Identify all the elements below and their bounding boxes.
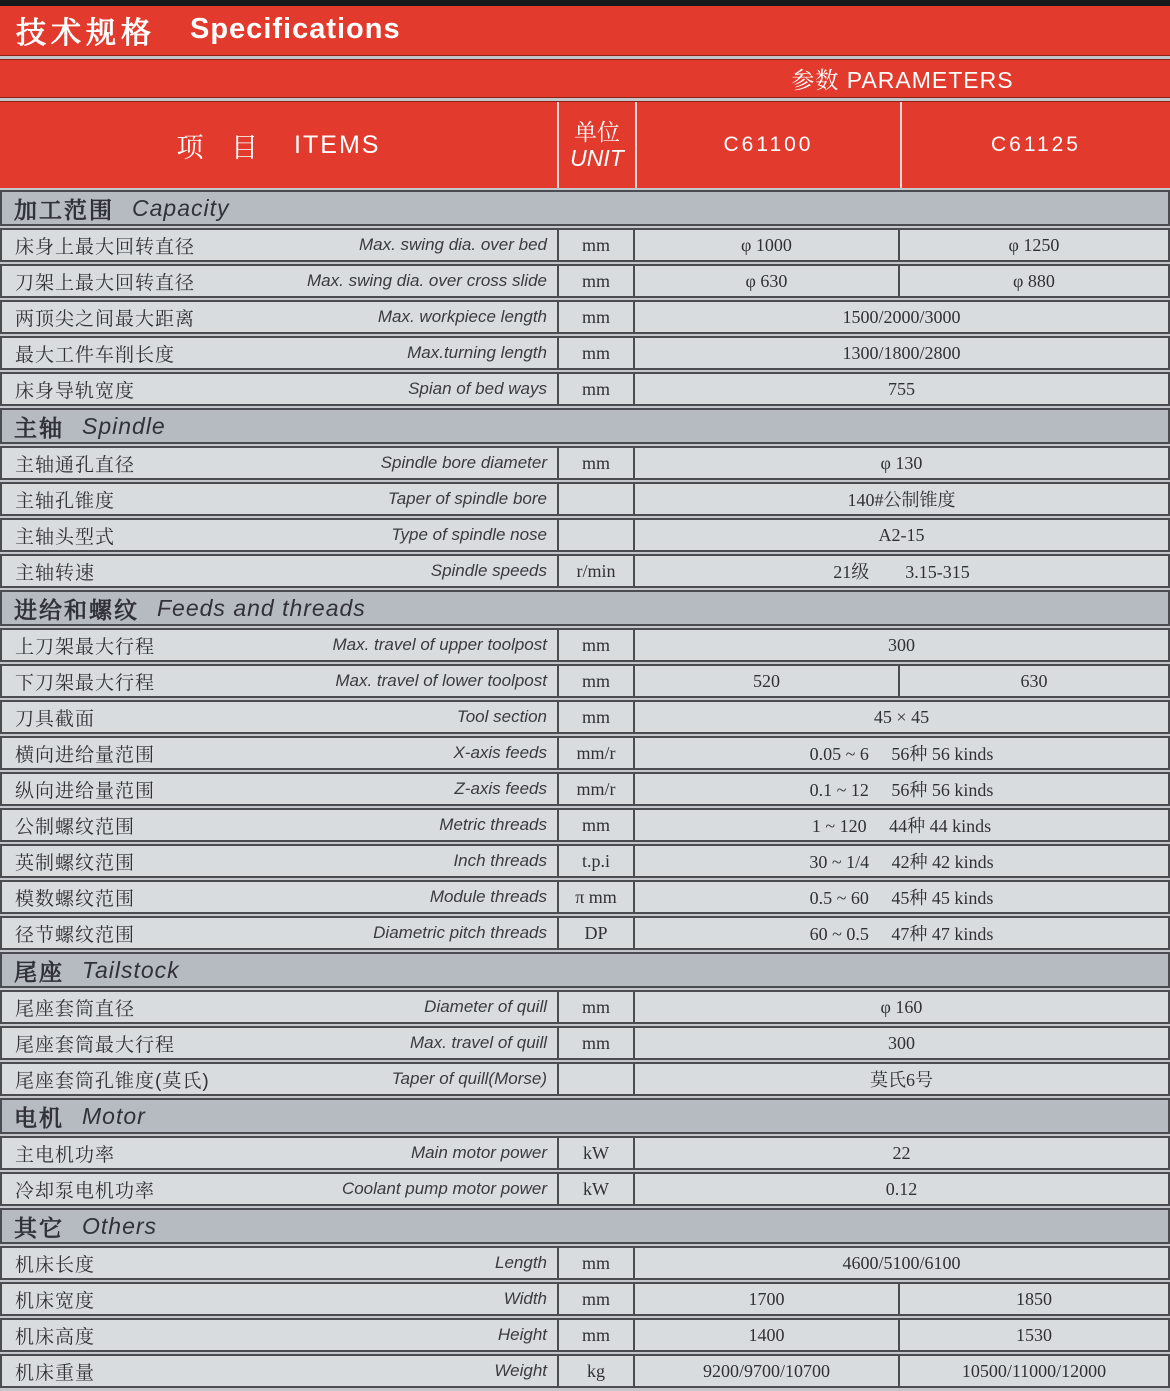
unit-cell: mm	[557, 1028, 635, 1058]
item-label-en: X-axis feeds	[453, 743, 547, 762]
column-header-unit-en: UNIT	[570, 145, 624, 171]
unit-cell: DP	[557, 918, 635, 948]
unit-cell: kg	[557, 1356, 635, 1386]
item-label-en: Coolant pump motor power	[341, 1179, 547, 1198]
item-cell	[2, 738, 557, 768]
item-label-zh: 床身上最大回转直径	[15, 236, 196, 258]
column-header-items	[0, 102, 557, 188]
item-label-zh: 机床宽度	[15, 1290, 96, 1312]
section-title-en: Tailstock	[82, 956, 180, 983]
page-title-en: Specifications	[190, 13, 401, 45]
value-cells	[635, 230, 1168, 260]
section-header	[0, 590, 1170, 626]
value-cells	[635, 338, 1168, 368]
column-header-items-zh: 项 目	[176, 132, 269, 163]
item-label-zh: 主轴孔锥度	[15, 490, 116, 512]
section-title-en: Others	[82, 1212, 158, 1239]
value-both-models: 4600/5100/6100	[842, 1252, 961, 1273]
item-cell	[2, 374, 557, 404]
value-cells	[635, 702, 1168, 732]
parameters-label: 参数 PARAMETERS	[791, 67, 1014, 93]
value-both-models: 140#公制锥度	[847, 490, 956, 510]
section-header	[0, 1208, 1170, 1244]
spec-row	[0, 518, 1170, 552]
value-c61125: φ 1250	[898, 230, 1168, 260]
spec-row	[0, 844, 1170, 878]
spec-row	[0, 372, 1170, 406]
spec-row	[0, 808, 1170, 842]
spec-row	[0, 916, 1170, 950]
section-title-en: Motor	[82, 1102, 146, 1129]
item-label-zh: 最大工件车削长度	[15, 344, 176, 366]
value-both-models: 30 ~ 1/4 42种 42 kinds	[809, 852, 994, 872]
unit-cell: mm/r	[557, 738, 635, 768]
item-label-zh: 刀架上最大回转直径	[15, 272, 196, 294]
value-cells	[635, 266, 1168, 296]
spec-row	[0, 664, 1170, 698]
section-title-zh: 加工范围	[14, 196, 114, 223]
section-title-zh: 电机	[14, 1104, 64, 1131]
value-cells	[635, 810, 1168, 840]
spec-table-body	[0, 190, 1170, 1388]
column-header-items-en: ITEMS	[294, 130, 381, 159]
item-label-zh: 尾座套筒直径	[15, 998, 136, 1020]
unit-cell: mm	[557, 302, 635, 332]
item-label-en: Spindle bore diameter	[380, 453, 547, 472]
item-label-en: Spindle speeds	[430, 561, 547, 580]
value-both-models: 1300/1800/2800	[842, 342, 961, 363]
value-both-models: 1500/2000/3000	[842, 306, 961, 327]
spec-row	[0, 736, 1170, 770]
value-c61125: 630	[898, 666, 1168, 696]
unit-cell: t.p.i	[557, 846, 635, 876]
value-cells	[635, 374, 1168, 404]
value-c61100: 1400	[748, 1324, 785, 1345]
value-both-models: 0.5 ~ 60 45种 45 kinds	[809, 888, 994, 908]
item-label-zh: 尾座套筒最大行程	[15, 1034, 176, 1056]
title-bar	[0, 6, 1170, 56]
value-both-models: A2-15	[878, 524, 925, 545]
value-c61100: φ 1000	[741, 234, 792, 255]
item-label-en: Type of spindle nose	[391, 525, 547, 544]
value-c61125: 1850	[898, 1284, 1168, 1314]
value-cells	[635, 774, 1168, 804]
value-both-models: 0.12	[885, 1178, 918, 1199]
item-cell	[2, 1028, 557, 1058]
item-label-zh: 上刀架最大行程	[15, 636, 156, 658]
value-c61125: 1530	[898, 1320, 1168, 1350]
value-cells	[635, 992, 1168, 1022]
value-c61100: 520	[753, 670, 780, 691]
item-cell	[2, 448, 557, 478]
item-label-zh: 两顶尖之间最大距离	[15, 308, 196, 330]
item-cell	[2, 230, 557, 260]
section-header	[0, 190, 1170, 226]
value-cells	[635, 556, 1168, 586]
value-c61100: 1700	[748, 1288, 785, 1309]
item-cell	[2, 484, 557, 514]
value-cells	[635, 1138, 1168, 1168]
value-both-models: 755	[888, 378, 915, 399]
item-cell	[2, 1284, 557, 1314]
spec-row	[0, 880, 1170, 914]
value-both-models: 1 ~ 120 44种 44 kinds	[811, 816, 992, 836]
value-cells	[635, 882, 1168, 912]
parameters-bar	[0, 59, 1170, 98]
unit-cell	[557, 520, 635, 550]
item-cell	[2, 338, 557, 368]
spec-row	[0, 300, 1170, 334]
column-header-c61125: C61125	[900, 102, 1170, 188]
item-cell	[2, 302, 557, 332]
spec-row	[0, 1282, 1170, 1316]
value-cells	[635, 846, 1168, 876]
spec-row	[0, 1136, 1170, 1170]
section-header	[0, 1098, 1170, 1134]
value-cells	[635, 1248, 1168, 1278]
value-c61125: φ 880	[898, 266, 1168, 296]
value-cells	[635, 738, 1168, 768]
section-title-en: Spindle	[82, 412, 166, 439]
item-label-zh: 机床长度	[15, 1254, 96, 1276]
section-title-en: Feeds and threads	[157, 594, 366, 621]
item-cell	[2, 1174, 557, 1204]
value-cells	[635, 1356, 1168, 1386]
value-both-models: 300	[888, 634, 915, 655]
spec-row	[0, 1246, 1170, 1280]
value-cells	[635, 1320, 1168, 1350]
item-label-en: Max. travel of upper toolpost	[332, 635, 547, 654]
item-cell	[2, 666, 557, 696]
item-label-en: Max. travel of quill	[410, 1033, 547, 1052]
item-label-en: Inch threads	[453, 851, 547, 870]
item-label-zh: 纵向进给量范围	[15, 780, 156, 802]
item-cell	[2, 266, 557, 296]
item-label-zh: 模数螺纹范围	[15, 888, 136, 910]
section-title-zh: 尾座	[14, 958, 64, 985]
item-label-en: Weight	[494, 1361, 547, 1380]
item-label-zh: 径节螺纹范围	[15, 924, 136, 946]
item-cell	[2, 918, 557, 948]
item-cell	[2, 1356, 557, 1386]
unit-cell: mm	[557, 702, 635, 732]
value-both-models: 21级 3.15-315	[833, 562, 970, 582]
spec-row	[0, 700, 1170, 734]
column-header-unit	[557, 102, 635, 188]
item-cell	[2, 630, 557, 660]
value-cells	[635, 918, 1168, 948]
value-cells	[635, 666, 1168, 696]
item-label-zh: 冷却泵电机功率	[15, 1180, 156, 1202]
unit-cell: mm	[557, 630, 635, 660]
section-title-zh: 其它	[14, 1214, 64, 1241]
section-title-zh: 主轴	[14, 414, 64, 441]
value-c61100: φ 630	[745, 270, 788, 291]
item-label-zh: 刀具截面	[15, 708, 96, 730]
item-label-en: Diametric pitch threads	[373, 923, 547, 942]
item-cell	[2, 702, 557, 732]
column-header-unit-zh: 单位	[574, 118, 620, 145]
item-label-en: Taper of spindle bore	[387, 489, 547, 508]
item-label-en: Taper of quill(Morse)	[391, 1069, 547, 1088]
item-label-en: Length	[495, 1253, 547, 1272]
spec-row	[0, 264, 1170, 298]
unit-cell: mm	[557, 1248, 635, 1278]
item-cell	[2, 1064, 557, 1094]
item-label-en: Z-axis feeds	[454, 779, 547, 798]
unit-cell: mm	[557, 666, 635, 696]
value-cells	[635, 302, 1168, 332]
value-both-models: 莫氏6号	[870, 1070, 933, 1090]
value-both-models: 300	[888, 1032, 915, 1053]
unit-cell: mm	[557, 266, 635, 296]
spec-row	[0, 482, 1170, 516]
item-cell	[2, 520, 557, 550]
item-label-en: Diameter of quill	[424, 997, 547, 1016]
spec-row	[0, 228, 1170, 262]
item-cell	[2, 882, 557, 912]
table-header-row	[0, 101, 1170, 188]
spec-row	[0, 628, 1170, 662]
value-c61125: 10500/11000/12000	[898, 1356, 1168, 1386]
section-header	[0, 952, 1170, 988]
unit-cell: kW	[557, 1138, 635, 1168]
unit-cell: mm	[557, 448, 635, 478]
item-label-zh: 尾座套筒孔锥度(莫氏)	[15, 1070, 210, 1092]
unit-cell	[557, 1064, 635, 1094]
section-title-en: Capacity	[132, 194, 230, 221]
item-label-zh: 下刀架最大行程	[15, 672, 156, 694]
item-label-en: Max. travel of lower toolpost	[335, 671, 547, 690]
section-header	[0, 408, 1170, 444]
section-title-zh: 进给和螺纹	[14, 596, 139, 623]
item-label-zh: 主电机功率	[15, 1144, 116, 1166]
item-label-en: Max. swing dia. over cross slide	[307, 271, 547, 290]
item-label-en: Module threads	[429, 887, 547, 906]
value-both-models: 22	[892, 1142, 911, 1163]
item-cell	[2, 1320, 557, 1350]
spec-row	[0, 446, 1170, 480]
unit-cell: r/min	[557, 556, 635, 586]
item-label-zh: 公制螺纹范围	[15, 816, 136, 838]
page-title-zh: 技术规格	[16, 16, 156, 50]
unit-cell	[557, 484, 635, 514]
value-both-models: φ 160	[880, 996, 923, 1017]
unit-cell: mm	[557, 810, 635, 840]
item-label-en: Max. swing dia. over bed	[358, 235, 547, 254]
value-cells	[635, 630, 1168, 660]
spec-row	[0, 336, 1170, 370]
item-label-en: Metric threads	[439, 815, 547, 834]
item-label-en: Width	[503, 1289, 547, 1308]
value-both-models: 60 ~ 0.5 47种 47 kinds	[809, 924, 994, 944]
value-cells	[635, 1174, 1168, 1204]
unit-cell: π mm	[557, 882, 635, 912]
item-cell	[2, 810, 557, 840]
spec-row	[0, 772, 1170, 806]
spec-row	[0, 1318, 1170, 1352]
value-cells	[635, 520, 1168, 550]
value-cells	[635, 1028, 1168, 1058]
unit-cell: mm	[557, 338, 635, 368]
value-both-models: φ 130	[880, 452, 923, 473]
item-label-zh: 机床高度	[15, 1326, 96, 1348]
item-cell	[2, 1138, 557, 1168]
value-cells	[635, 1284, 1168, 1314]
column-header-c61100: C61100	[635, 102, 900, 188]
unit-cell: mm	[557, 992, 635, 1022]
unit-cell: mm/r	[557, 774, 635, 804]
item-label-zh: 主轴头型式	[15, 526, 116, 548]
item-label-en: Spian of bed ways	[408, 379, 547, 398]
item-label-en: Height	[497, 1325, 547, 1344]
unit-cell: mm	[557, 1284, 635, 1314]
unit-cell: mm	[557, 230, 635, 260]
item-label-en: Main motor power	[410, 1143, 547, 1162]
spec-row	[0, 1062, 1170, 1096]
item-label-zh: 机床重量	[15, 1362, 96, 1384]
item-label-zh: 主轴转速	[15, 562, 96, 584]
spec-row	[0, 1026, 1170, 1060]
item-label-en: Max. workpiece length	[377, 307, 547, 326]
item-label-en: Max.turning length	[407, 343, 547, 362]
item-label-zh: 横向进给量范围	[15, 744, 156, 766]
value-cells	[635, 448, 1168, 478]
unit-cell: mm	[557, 1320, 635, 1350]
value-c61100: 9200/9700/10700	[702, 1360, 830, 1381]
value-cells	[635, 1064, 1168, 1094]
value-both-models: 0.05 ~ 6 56种 56 kinds	[809, 744, 994, 764]
item-cell	[2, 1248, 557, 1278]
item-cell	[2, 992, 557, 1022]
spec-row	[0, 554, 1170, 588]
item-cell	[2, 556, 557, 586]
unit-cell: mm	[557, 374, 635, 404]
value-both-models: 45 × 45	[873, 706, 930, 727]
item-cell	[2, 774, 557, 804]
item-cell	[2, 846, 557, 876]
spec-row	[0, 1354, 1170, 1388]
item-label-zh: 英制螺纹范围	[15, 852, 136, 874]
spec-row	[0, 1172, 1170, 1206]
unit-cell: kW	[557, 1174, 635, 1204]
item-label-zh: 床身导轨宽度	[15, 380, 136, 402]
item-label-zh: 主轴通孔直径	[15, 454, 136, 476]
value-both-models: 0.1 ~ 12 56种 56 kinds	[809, 780, 994, 800]
item-label-en: Tool section	[456, 707, 547, 726]
value-cells	[635, 484, 1168, 514]
spec-row	[0, 990, 1170, 1024]
